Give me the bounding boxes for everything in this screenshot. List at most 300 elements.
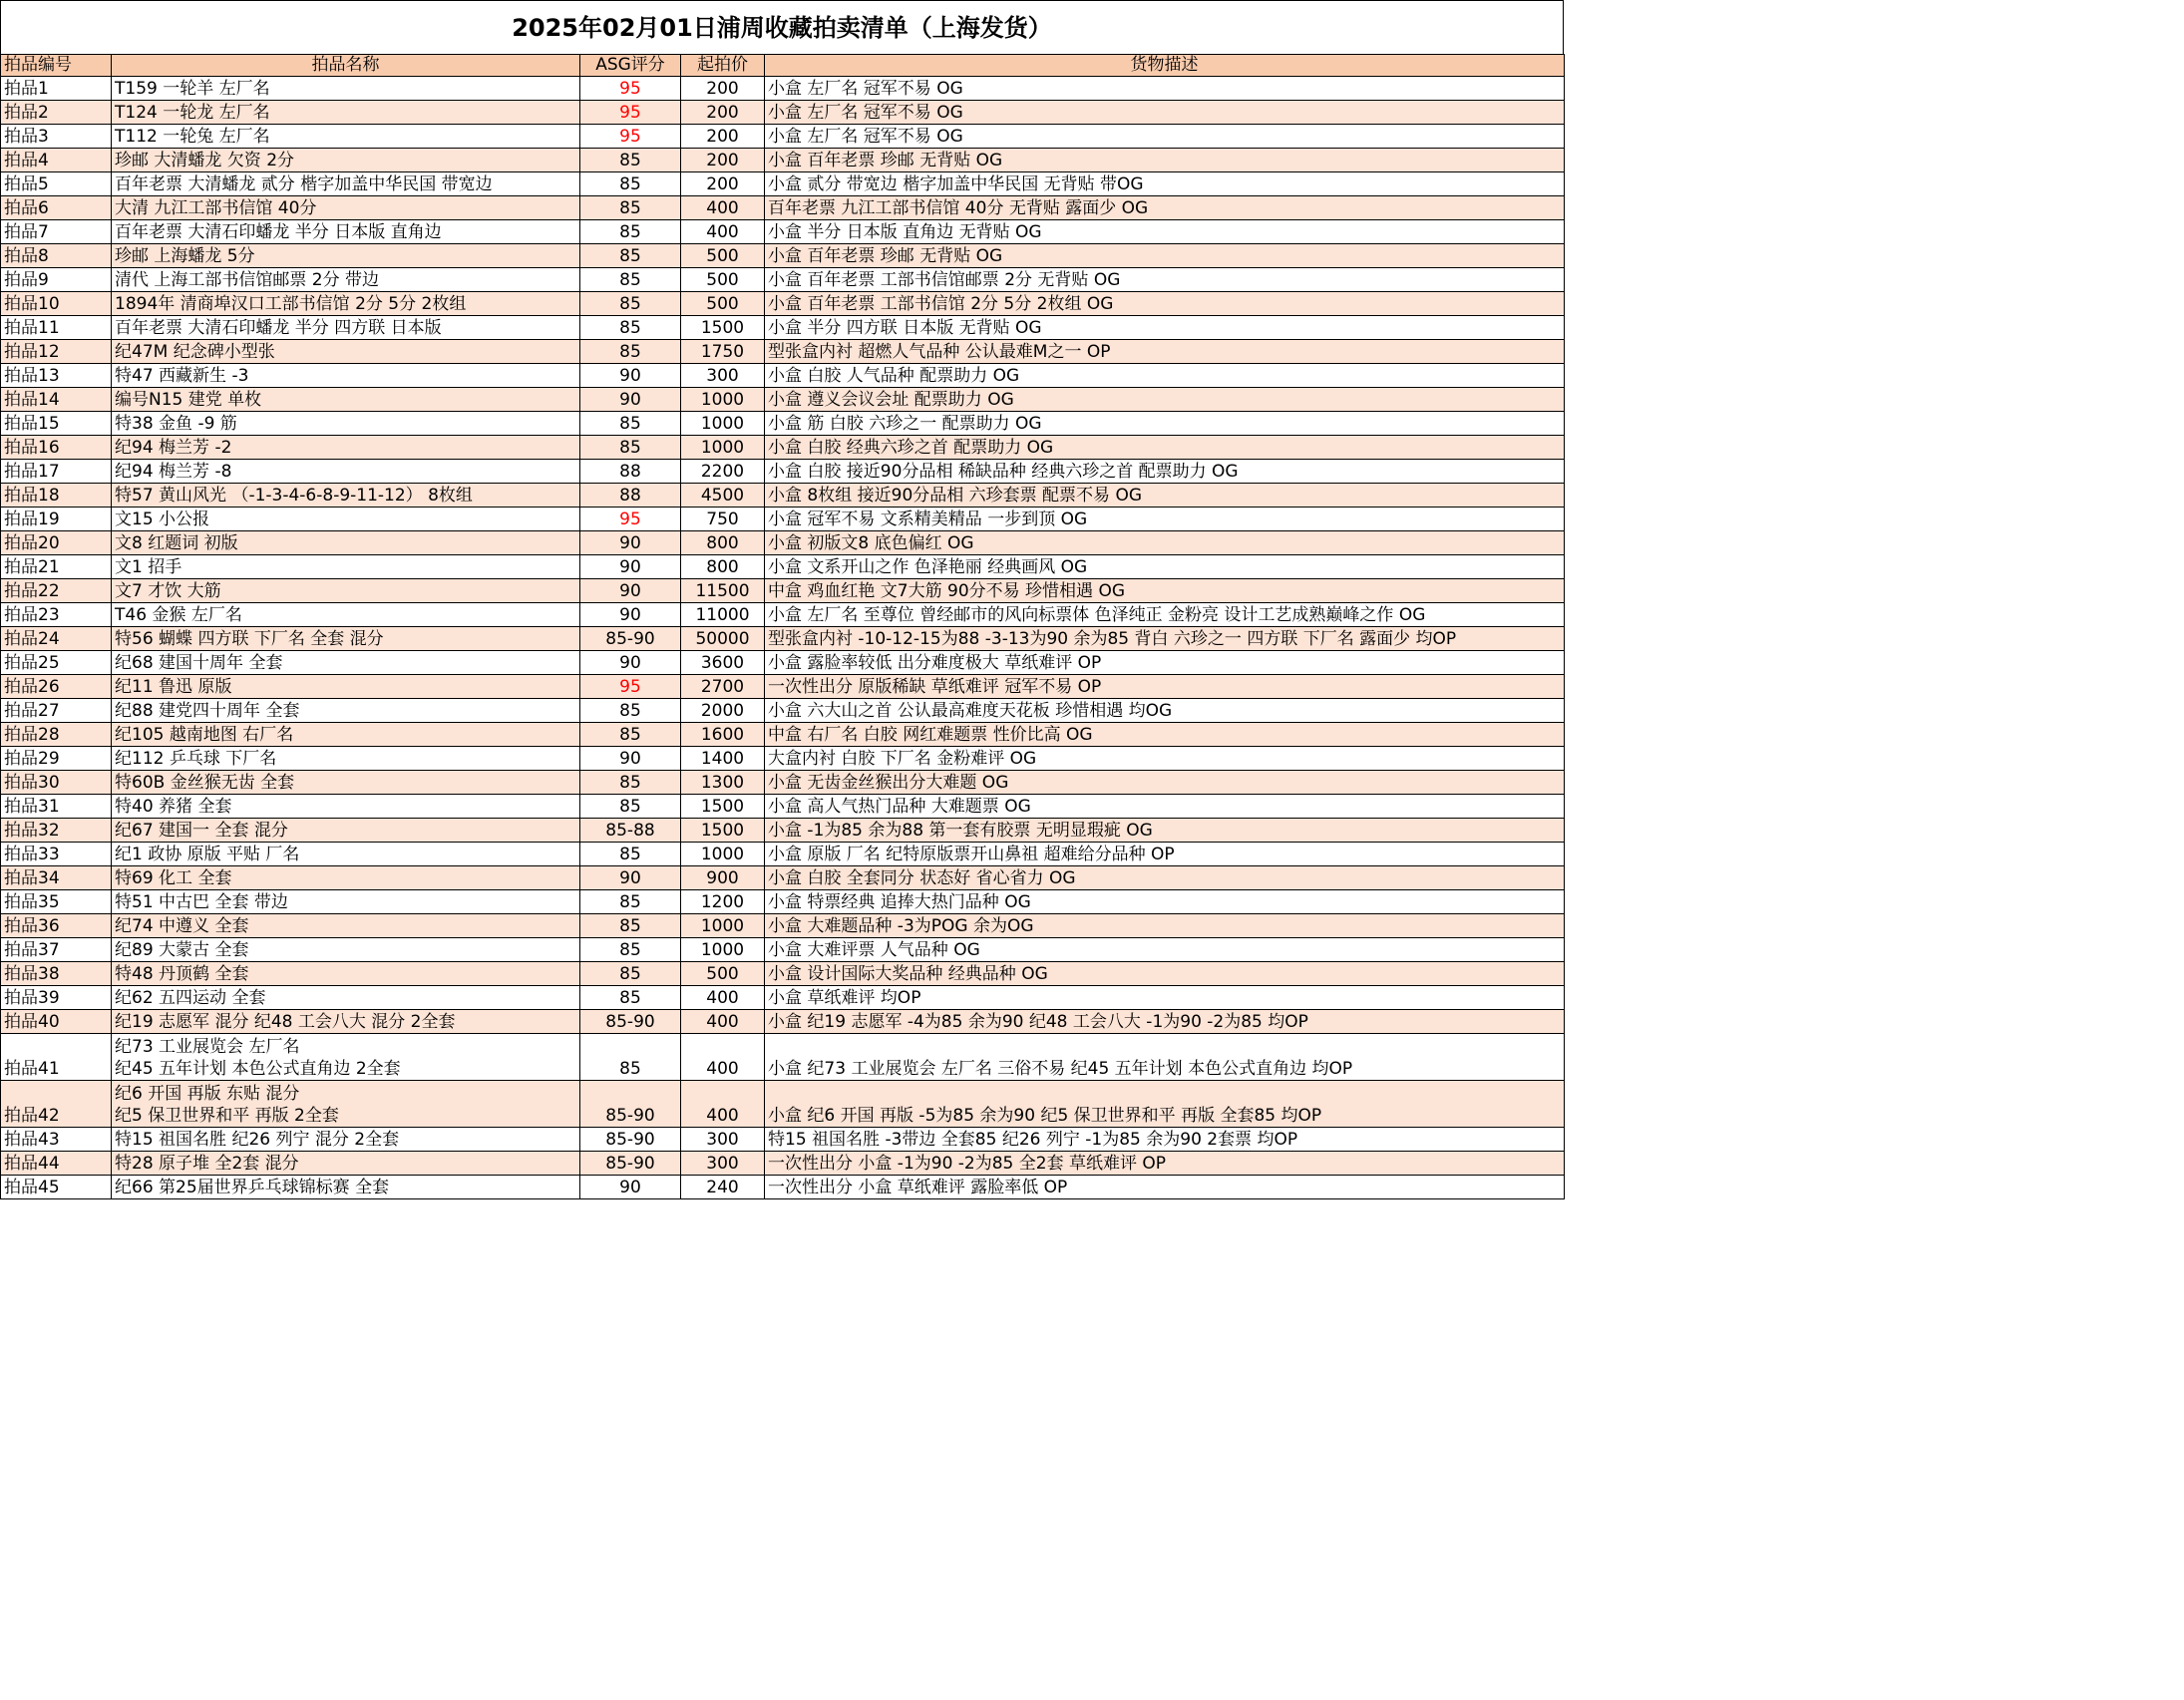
description-cell: 小盒 大难题品种 -3为POG 余为OG [765,914,1565,938]
description-cell: 小盒 筋 白胶 六珍之一 配票助力 OG [765,412,1565,436]
page-title: 2025年02月01日浦周收藏拍卖清单（上海发货） [0,0,1564,54]
asg-score-cell: 90 [580,747,681,771]
table-row [1,1034,1565,1081]
lot-name-line: 百年老票 大清蟠龙 贰分 楷字加盖中华民国 带宽边 [115,173,493,194]
lot-name-cell [112,866,580,890]
lot-name-cell [112,388,580,412]
table-row [1,627,1565,651]
asg-score-cell: 85 [580,149,681,172]
description-cell: 小盒 冠军不易 文系精美精品 一步到顶 OG [765,508,1565,531]
header-lot-number: 拍品编号 [1,55,112,77]
lot-name-line: 纪1 政协 原版 平贴 厂名 [115,844,300,864]
table-row [1,938,1565,962]
start-price-cell: 2200 [681,460,765,484]
start-price-cell: 500 [681,244,765,268]
lot-name-line: 纪94 梅兰芳 -2 [115,437,232,458]
lot-number-cell: 拍品10 [1,292,112,316]
asg-score-cell: 85 [580,962,681,986]
lot-name-cell [112,795,580,819]
description-cell: 小盒 -1为85 余为88 第一套有胶票 无明显瑕疵 OG [765,819,1565,843]
start-price-cell: 500 [681,292,765,316]
lot-number-cell: 拍品43 [1,1128,112,1152]
lot-name-line: 纪94 梅兰芳 -8 [115,461,232,482]
table-row [1,1010,1565,1034]
lot-name-line: 纪45 五年计划 本色公式直角边 2全套 [115,1059,401,1079]
lot-name-line: 纪6 开国 再版 东贴 混分 [115,1084,300,1104]
asg-score-cell: 90 [580,866,681,890]
start-price-cell: 300 [681,1152,765,1176]
lot-name-cell [112,1034,580,1081]
table-row [1,555,1565,579]
table-row [1,77,1565,101]
lot-name-line: 纪89 大蒙古 全套 [115,939,249,960]
start-price-cell: 800 [681,531,765,555]
lot-number-cell: 拍品20 [1,531,112,555]
lot-name-cell [112,460,580,484]
lot-number-cell: 拍品38 [1,962,112,986]
start-price-cell: 1600 [681,723,765,747]
lot-number-cell: 拍品34 [1,866,112,890]
lot-name-line: 百年老票 大清石印蟠龙 半分 日本版 直角边 [115,221,442,242]
lot-name-line: 文15 小公报 [115,509,210,529]
lot-name-line: T124 一轮龙 左厂名 [115,102,270,123]
table-row [1,508,1565,531]
start-price-cell: 400 [681,220,765,244]
lot-name-line: 特56 蝴蝶 四方联 下厂名 全套 混分 [115,628,384,649]
description-cell: 一次性出分 原版稀缺 草纸难评 冠军不易 OP [765,675,1565,699]
description-cell: 特15 祖国名胜 -3带边 全套85 纪26 列宁 -1为85 余为90 2套票 均OP [765,1128,1565,1152]
lot-name-cell [112,651,580,675]
table-row [1,962,1565,986]
asg-score-cell: 95 [580,125,681,149]
lot-name-line: 清代 上海工部书信馆邮票 2分 带边 [115,269,380,290]
description-cell: 小盒 露脸率较低 出分难度极大 草纸难评 OP [765,651,1565,675]
lot-name-cell [112,747,580,771]
lot-name-line: 纪105 越南地图 右厂名 [115,724,294,745]
description-cell: 小盒 高人气热门品种 大难题票 OG [765,795,1565,819]
lot-name-line: 特57 黄山风光 （-1-3-4-6-8-9-11-12） 8枚组 [115,485,473,506]
description-cell: 小盒 半分 日本版 直角边 无背贴 OG [765,220,1565,244]
lot-number-cell: 拍品12 [1,340,112,364]
lot-number-cell: 拍品13 [1,364,112,388]
lot-name-line: 珍邮 大清蟠龙 欠资 2分 [115,150,295,170]
lot-name-line: 纪62 五四运动 全套 [115,987,266,1008]
lot-number-cell: 拍品4 [1,149,112,172]
start-price-cell: 750 [681,508,765,531]
asg-score-cell: 85-88 [580,819,681,843]
lot-number-cell: 拍品33 [1,843,112,866]
lot-name-cell [112,771,580,795]
lot-name-line: T112 一轮兔 左厂名 [115,126,270,147]
lot-number-cell: 拍品9 [1,268,112,292]
lot-name-cell [112,1152,580,1176]
lot-name-cell [112,484,580,508]
asg-score-cell: 90 [580,531,681,555]
table-row [1,1152,1565,1176]
table-row [1,723,1565,747]
header-start-price: 起拍价 [681,55,765,77]
start-price-cell: 4500 [681,484,765,508]
description-cell: 小盒 左厂名 至尊位 曾经邮市的风向标票体 色泽纯正 金粉亮 设计工艺成熟巅峰之作 OG [765,603,1565,627]
start-price-cell: 500 [681,268,765,292]
lot-name-cell [112,436,580,460]
lot-name-cell [112,579,580,603]
lot-number-cell: 拍品40 [1,1010,112,1034]
lot-number-cell: 拍品6 [1,196,112,220]
asg-score-cell: 85 [580,412,681,436]
start-price-cell: 1000 [681,938,765,962]
start-price-cell: 400 [681,1010,765,1034]
lot-name-line: 1894年 清商埠汉口工部书信馆 2分 5分 2枚组 [115,293,467,314]
lot-name-line: 纪67 建国一 全套 混分 [115,820,288,841]
description-cell: 小盒 白胶 全套同分 状态好 省心省力 OG [765,866,1565,890]
lot-name-line: 特40 养猪 全套 [115,796,232,817]
description-cell: 小盒 百年老票 珍邮 无背贴 OG [765,244,1565,268]
lot-number-cell: 拍品32 [1,819,112,843]
table-row [1,292,1565,316]
lot-name-line: 纪112 乒乓球 下厂名 [115,748,277,769]
asg-score-cell: 85 [580,292,681,316]
lot-name-cell [112,819,580,843]
lot-number-cell: 拍品22 [1,579,112,603]
lot-name-line: 纪11 鲁迅 原版 [115,676,232,697]
table-row [1,149,1565,172]
description-cell: 小盒 大难评票 人气品种 OG [765,938,1565,962]
table-row [1,675,1565,699]
table-row [1,1128,1565,1152]
start-price-cell: 1000 [681,436,765,460]
lot-name-line: 文1 招手 [115,556,182,577]
lot-name-cell [112,364,580,388]
lot-name-cell [112,603,580,627]
table-row [1,914,1565,938]
lot-name-cell [112,986,580,1010]
start-price-cell: 1000 [681,914,765,938]
lot-number-cell: 拍品17 [1,460,112,484]
start-price-cell: 11000 [681,603,765,627]
asg-score-cell: 85-90 [580,1081,681,1128]
lot-name-line: 纪73 工业展览会 左厂名 [115,1037,300,1057]
asg-score-cell: 90 [580,651,681,675]
description-cell: 小盒 原版 厂名 纪特原版票开山鼻祖 超难给分品种 OP [765,843,1565,866]
lot-name-cell [112,1176,580,1199]
lot-number-cell: 拍品8 [1,244,112,268]
asg-score-cell: 85-90 [580,1152,681,1176]
asg-score-cell: 90 [580,603,681,627]
description-cell: 小盒 百年老票 工部书信馆邮票 2分 无背贴 OG [765,268,1565,292]
lot-name-cell [112,914,580,938]
lot-name-line: 文7 才饮 大筋 [115,580,221,601]
asg-score-cell: 85 [580,986,681,1010]
table-row [1,843,1565,866]
lot-name-cell [112,1010,580,1034]
lot-name-cell [112,340,580,364]
lot-number-cell: 拍品45 [1,1176,112,1199]
lot-name-cell [112,962,580,986]
lot-name-cell [112,220,580,244]
description-cell: 小盒 文系开山之作 色泽艳丽 经典画风 OG [765,555,1565,579]
asg-score-cell: 85 [580,699,681,723]
lot-name-line: 纪47M 纪念碑小型张 [115,341,275,362]
asg-score-cell: 85-90 [580,1128,681,1152]
description-cell: 大盒内衬 白胶 下厂名 金粉难评 OG [765,747,1565,771]
start-price-cell: 1500 [681,819,765,843]
table-row [1,125,1565,149]
description-cell: 小盒 初版文8 底色偏红 OG [765,531,1565,555]
asg-score-cell: 85 [580,890,681,914]
lot-name-line: 百年老票 大清石印蟠龙 半分 四方联 日本版 [115,317,442,338]
lot-name-line: 纪74 中遵义 全套 [115,915,249,936]
lot-name-cell [112,723,580,747]
description-cell: 小盒 白胶 接近90分品相 稀缺品种 经典六珍之首 配票助力 OG [765,460,1565,484]
asg-score-cell: 90 [580,555,681,579]
asg-score-cell: 85-90 [580,627,681,651]
asg-score-cell: 85 [580,196,681,220]
start-price-cell: 50000 [681,627,765,651]
lot-name-cell [112,172,580,196]
start-price-cell: 240 [681,1176,765,1199]
description-cell: 小盒 百年老票 珍邮 无背贴 OG [765,149,1565,172]
lot-name-cell [112,292,580,316]
lot-name-cell [112,675,580,699]
lot-name-cell [112,268,580,292]
start-price-cell: 300 [681,364,765,388]
table-row [1,316,1565,340]
lot-number-cell: 拍品15 [1,412,112,436]
description-cell: 一次性出分 小盒 -1为90 -2为85 全2套 草纸难评 OP [765,1152,1565,1176]
description-cell: 小盒 设计国际大奖品种 经典品种 OG [765,962,1565,986]
asg-score-cell: 90 [580,364,681,388]
asg-score-cell: 95 [580,675,681,699]
lot-name-line: 纪68 建国十周年 全套 [115,652,283,673]
lot-name-line: 纪88 建党四十周年 全套 [115,700,300,721]
lot-name-line: 编号N15 建党 单枚 [115,389,262,410]
table-row [1,579,1565,603]
table-row [1,364,1565,388]
table-row [1,651,1565,675]
lot-name-line: 特28 原子堆 全2套 混分 [115,1153,299,1174]
lot-name-cell [112,555,580,579]
start-price-cell: 200 [681,172,765,196]
lot-number-cell: 拍品36 [1,914,112,938]
start-price-cell: 1750 [681,340,765,364]
start-price-cell: 400 [681,1034,765,1081]
asg-score-cell: 85 [580,316,681,340]
table-row [1,460,1565,484]
lot-name-cell [112,843,580,866]
description-cell: 小盒 遵义会议会址 配票助力 OG [765,388,1565,412]
table-row [1,436,1565,460]
asg-score-cell: 85 [580,1034,681,1081]
asg-score-cell: 95 [580,101,681,125]
start-price-cell: 800 [681,555,765,579]
asg-score-cell: 95 [580,508,681,531]
table-header [1,55,1565,77]
table-row [1,747,1565,771]
lot-number-cell: 拍品29 [1,747,112,771]
lot-number-cell: 拍品1 [1,77,112,101]
lot-name-cell [112,149,580,172]
auction-table [0,54,1565,1199]
description-cell: 小盒 左厂名 冠军不易 OG [765,77,1565,101]
lot-number-cell: 拍品41 [1,1034,112,1081]
table-row [1,268,1565,292]
lot-name-line: 纪66 第25届世界乒乓球锦标赛 全套 [115,1177,390,1197]
lot-number-cell: 拍品37 [1,938,112,962]
lot-name-line: 大清 九江工部书信馆 40分 [115,197,317,218]
asg-score-cell: 88 [580,484,681,508]
description-cell: 小盒 白胶 经典六珍之首 配票助力 OG [765,436,1565,460]
start-price-cell: 1000 [681,843,765,866]
lot-name-cell [112,412,580,436]
lot-number-cell: 拍品16 [1,436,112,460]
asg-score-cell: 85 [580,220,681,244]
lot-name-cell [112,1128,580,1152]
lot-name-cell [112,77,580,101]
description-cell: 小盒 特票经典 追捧大热门品种 OG [765,890,1565,914]
start-price-cell: 200 [681,101,765,125]
asg-score-cell: 85 [580,172,681,196]
asg-score-cell: 85 [580,795,681,819]
start-price-cell: 3600 [681,651,765,675]
asg-score-cell: 85-90 [580,1010,681,1034]
lot-name-cell [112,508,580,531]
lot-name-cell [112,531,580,555]
lot-number-cell: 拍品7 [1,220,112,244]
lot-name-line: 纪19 志愿军 混分 纪48 工会八大 混分 2全套 [115,1011,456,1032]
asg-score-cell: 85 [580,244,681,268]
lot-number-cell: 拍品5 [1,172,112,196]
asg-score-cell: 85 [580,268,681,292]
start-price-cell: 400 [681,1081,765,1128]
lot-number-cell: 拍品18 [1,484,112,508]
start-price-cell: 1400 [681,747,765,771]
start-price-cell: 500 [681,962,765,986]
start-price-cell: 1500 [681,795,765,819]
asg-score-cell: 85 [580,771,681,795]
description-cell: 小盒 白胶 人气品种 配票助力 OG [765,364,1565,388]
lot-name-cell [112,196,580,220]
table-row [1,866,1565,890]
table-row [1,172,1565,196]
description-cell: 小盒 纪19 志愿军 -4为85 余为90 纪48 工会八大 -1为90 -2为85 均OP [765,1010,1565,1034]
lot-number-cell: 拍品44 [1,1152,112,1176]
table-row [1,196,1565,220]
start-price-cell: 400 [681,986,765,1010]
asg-score-cell: 85 [580,436,681,460]
table-row [1,986,1565,1010]
lot-name-cell [112,890,580,914]
asg-score-cell: 90 [580,388,681,412]
table-row [1,1081,1565,1128]
lot-name-line: 珍邮 上海蟠龙 5分 [115,245,255,266]
lot-name-line: 特38 金鱼 -9 筋 [115,413,237,434]
lot-number-cell: 拍品25 [1,651,112,675]
table-row [1,795,1565,819]
lot-name-cell [112,244,580,268]
lot-number-cell: 拍品3 [1,125,112,149]
description-cell: 小盒 纪73 工业展览会 左厂名 三俗不易 纪45 五年计划 本色公式直角边 均OP [765,1034,1565,1081]
description-cell: 一次性出分 小盒 草纸难评 露脸率低 OP [765,1176,1565,1199]
lot-name-cell [112,125,580,149]
asg-score-cell: 85 [580,938,681,962]
lot-number-cell: 拍品2 [1,101,112,125]
lot-name-line: T46 金猴 左厂名 [115,604,242,625]
table-row [1,412,1565,436]
asg-score-cell: 88 [580,460,681,484]
lot-name-line: 纪5 保卫世界和平 再版 2全套 [115,1106,339,1126]
lot-name-line: T159 一轮羊 左厂名 [115,78,270,99]
description-cell: 小盒 左厂名 冠军不易 OG [765,125,1565,149]
header-asg-score: ASG评分 [580,55,681,77]
table-row [1,603,1565,627]
start-price-cell: 200 [681,125,765,149]
lot-name-cell [112,316,580,340]
start-price-cell: 2000 [681,699,765,723]
asg-score-cell: 85 [580,723,681,747]
asg-score-cell: 85 [580,914,681,938]
description-cell: 小盒 草纸难评 均OP [765,986,1565,1010]
asg-score-cell: 90 [580,579,681,603]
start-price-cell: 200 [681,149,765,172]
lot-number-cell: 拍品21 [1,555,112,579]
description-cell: 百年老票 九江工部书信馆 40分 无背贴 露面少 OG [765,196,1565,220]
lot-name-line: 特69 化工 全套 [115,867,232,888]
description-cell: 中盒 鸡血红艳 文7大筋 90分不易 珍惜相遇 OG [765,579,1565,603]
table-row [1,220,1565,244]
header-lot-name: 拍品名称 [112,55,580,77]
lot-name-line: 特15 祖国名胜 纪26 列宁 混分 2全套 [115,1129,400,1150]
lot-name-cell [112,1081,580,1128]
start-price-cell: 300 [681,1128,765,1152]
description-cell: 小盒 六大山之首 公认最高难度天花板 珍惜相遇 均OG [765,699,1565,723]
lot-name-line: 文8 红题词 初版 [115,532,238,553]
table-row [1,484,1565,508]
table-row [1,101,1565,125]
table-row [1,771,1565,795]
lot-number-cell: 拍品35 [1,890,112,914]
lot-name-cell [112,101,580,125]
table-row [1,531,1565,555]
header-description: 货物描述 [765,55,1565,77]
description-cell: 小盒 无齿金丝猴出分大难题 OG [765,771,1565,795]
table-row [1,699,1565,723]
table-row [1,890,1565,914]
lot-number-cell: 拍品30 [1,771,112,795]
lot-number-cell: 拍品19 [1,508,112,531]
lot-number-cell: 拍品24 [1,627,112,651]
start-price-cell: 1500 [681,316,765,340]
description-cell: 小盒 百年老票 工部书信馆 2分 5分 2枚组 OG [765,292,1565,316]
table-row [1,244,1565,268]
lot-name-cell [112,699,580,723]
start-price-cell: 1300 [681,771,765,795]
asg-score-cell: 90 [580,1176,681,1199]
lot-number-cell: 拍品42 [1,1081,112,1128]
start-price-cell: 2700 [681,675,765,699]
start-price-cell: 1000 [681,388,765,412]
start-price-cell: 900 [681,866,765,890]
start-price-cell: 200 [681,77,765,101]
start-price-cell: 1000 [681,412,765,436]
description-cell: 中盒 右厂名 白胶 网红难题票 性价比高 OG [765,723,1565,747]
description-cell: 小盒 纪6 开国 再版 -5为85 余为90 纪5 保卫世界和平 再版 全套85 均OP [765,1081,1565,1128]
start-price-cell: 11500 [681,579,765,603]
lot-name-line: 特48 丹顶鹤 全套 [115,963,249,984]
table-row [1,340,1565,364]
lot-number-cell: 拍品27 [1,699,112,723]
lot-number-cell: 拍品11 [1,316,112,340]
